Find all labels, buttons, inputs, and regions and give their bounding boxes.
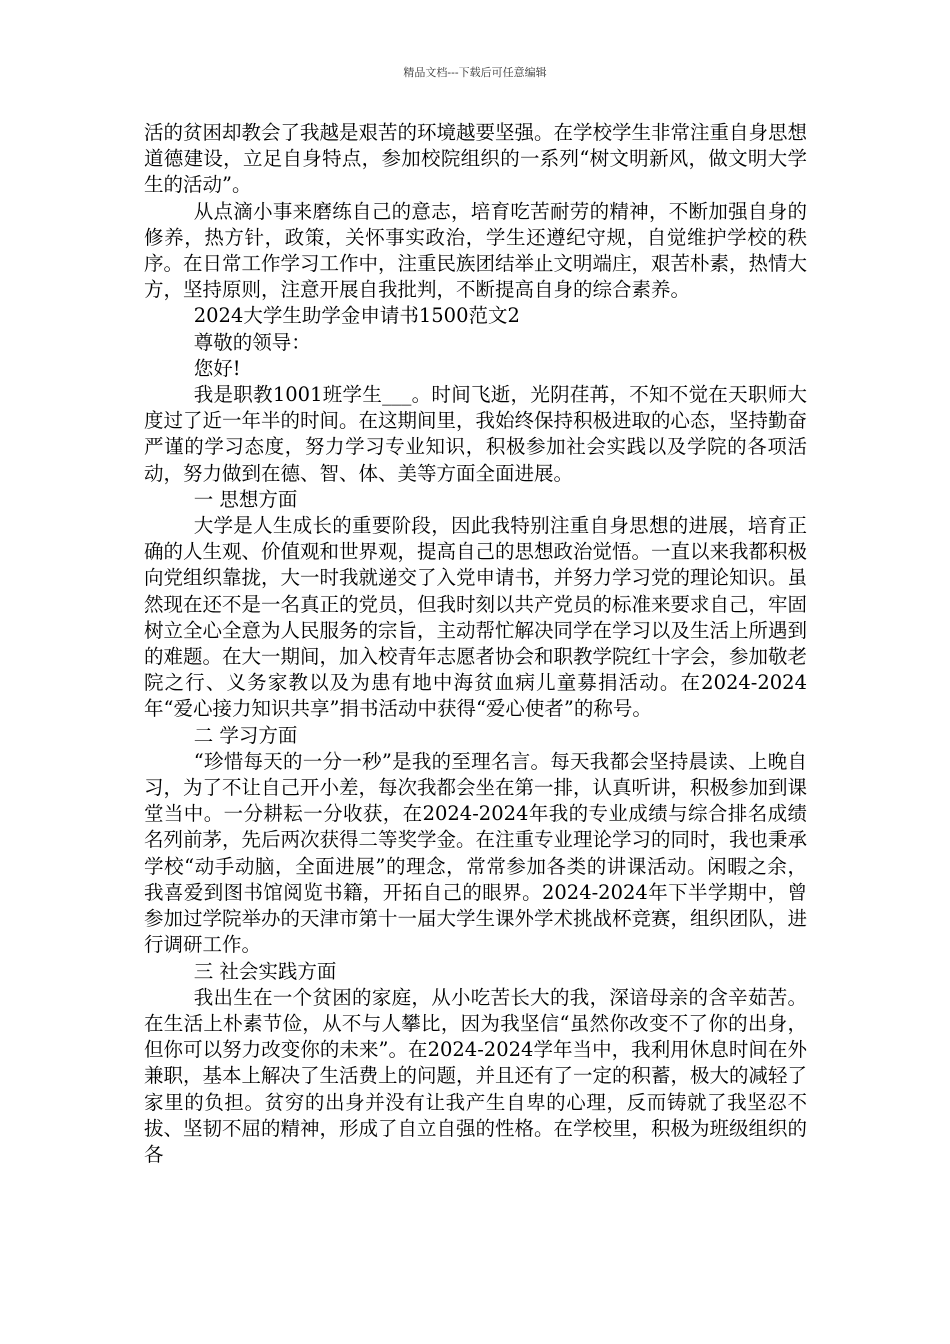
section-heading: 一 思想方面 [193,487,298,511]
section-heading: 二 学习方面 [193,723,298,747]
section-heading: 三 社会实践方面 [193,959,337,983]
paragraph: 我是职教1001班学生___。时间飞逝，光阴荏苒，不知不觉在天职师大度过了近一年半的时间。在这期间里，我始终保持积极进取的心态，坚持勤奋严谨的学习态度，努力学习专业知识，积极参加社会实践以及学院的各项活动，努力做到在德、智、体、美等方面全面进展。 [144,383,808,485]
paragraph: 我出生在一个贫困的家庭，从小吃苦长大的我，深谙母亲的含辛茹苦。在生活上朴素节俭，从不与人攀比，因为我坚信“虽然你改变不了你的出身，但你可以努力改变你的未来”。在2024-2024学年当中，我利用休息时间在外兼职，基本上解决了生活费上的问题，并且还有了一定的积蓄，极大的减轻了家里的负担。贫穷的出身并没有让我产生自卑的心理，反而铸就了我坚忍不拔、坚韧不屈的精神，形成了自立自强的性格。在学校里，积极为班级组织的各 [144,985,808,1166]
document-body [144,120,807,1168]
paragraph: 大学是人生成长的重要阶段，因此我特别注重自身思想的进展，培育正确的人生观、价值观和世界观，提高自己的思想政治觉悟。一直以来我都积极向党组织靠拢，大一时我就递交了入党申请书，并努力学习党的理论知识。虽然现在还不是一名真正的党员，但我时刻以共产党员的标准来要求自己，牢固树立全心全意为人民服务的宗旨，主动帮忙解决同学在学习以及生活上所遇到的难题。在大一期间，加入校青年志愿者协会和职教学院红十字会，参加敬老院之行、义务家教以及为患有地中海贫血病儿童募捐活动。在2024-2024年“爱心接力知识共享”捐书活动中获得“爱心使者”的称号。 [144,514,808,721]
paragraph: 从点滴小事来磨练自己的意志，培育吃苦耐劳的精神，不断加强自身的修养，热方针，政策，关怀事实政治，学生还遵纪守规，自觉维护学校的秩序。在日常工作学习工作中，注重民族团结举止文明端庄，艰苦朴素，热情大方，坚持原则，注意开展自我批判，不断提高自身的综合素养。 [144,199,808,302]
paragraph-continuation: 活的贫困却教会了我越是艰苦的环境越要坚强。在学校学生非常注重自身思想道德建设，立足自身特点，参加校院组织的一系列“树文明新风，做文明大学生的活动”。 [144,121,808,197]
salutation: 尊敬的领导： [193,330,311,354]
paragraph: “珍惜每天的一分一秒”是我的至理名言。每天我都会坚持晨读、上晚自习，为了不让自己开小差，每次我都会坐在第一排，认真听讲，积极参加到课堂当中。一分耕耘一分收获，在2024-2024年我的专业成绩与综合排名成绩名列前茅，先后两次获得二等奖学金。在注重专业理论学习的同时，我也秉承学校“动手动脑，全面进展”的理念，常常参加各类的讲课活动。闲暇之余，我喜爱到图书馆阅览书籍，开拓自己的眼界。2024-2024年下半学期中，曾参加过学院举办的天津市第十一届大学生课外学术挑战杯竞赛，组织团队，进行调研工作。 [144,749,808,957]
greeting: 您好! [193,356,241,380]
section-title: 2024大学生助学金申请书1500范文2 [193,304,520,328]
page-header: 精品文档---下载后可任意编辑 [403,66,547,79]
